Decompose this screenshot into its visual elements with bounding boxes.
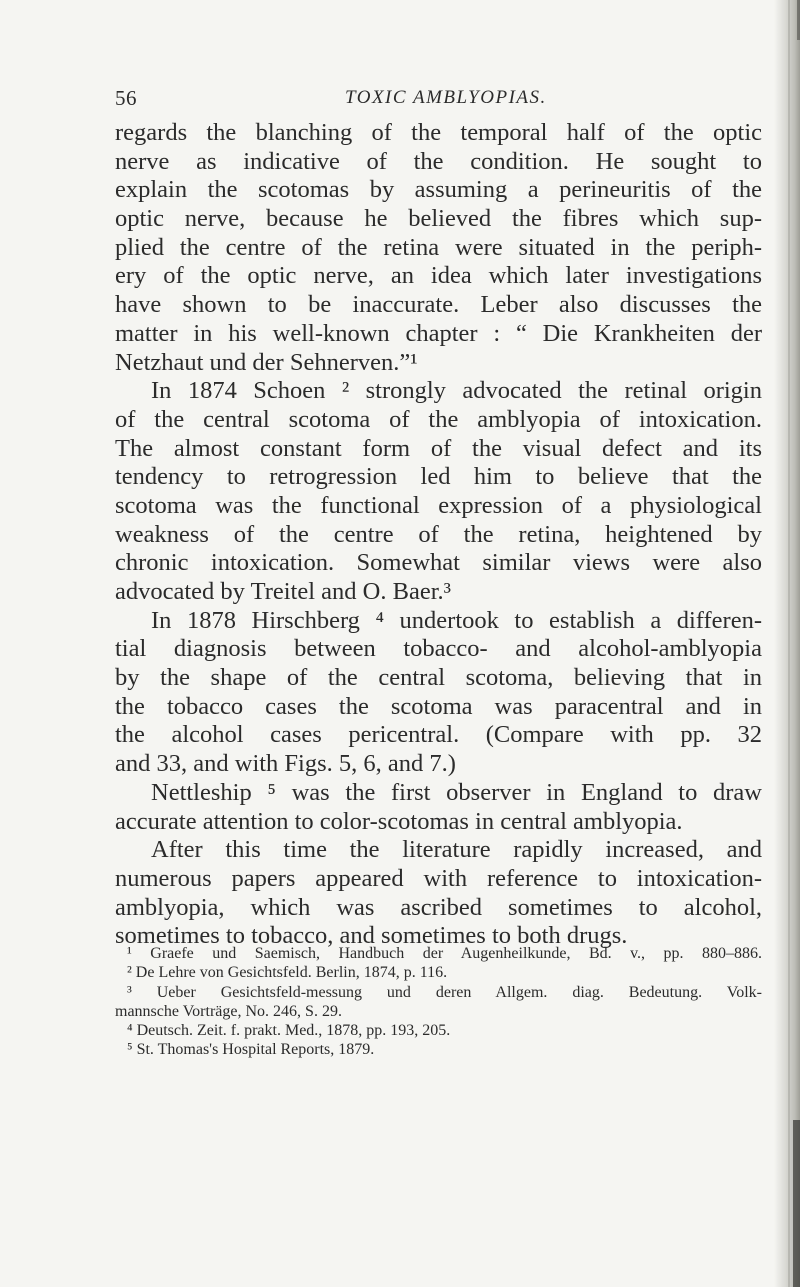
body-line-paragraph-start: In 1878 Hirschberg ⁴ undertook to establish a differen-: [151, 606, 762, 634]
body-line-paragraph-end: Netzhaut und der Sehnerven.”¹: [115, 348, 418, 376]
body-line-paragraph-end: advocated by Treitel and O. Baer.³: [115, 578, 451, 605]
body-line: amblyopia, which was ascribed sometimes to alcohol,: [115, 893, 762, 921]
body-text: [115, 119, 762, 951]
body-line-paragraph-end: accurate attention to color-scotomas in central amblyopia.: [115, 807, 683, 835]
body-line: ery of the optic nerve, an idea which later investigations: [115, 262, 762, 290]
body-line-paragraph-end: and 33, and with Figs. 5, 6, and 7.): [115, 750, 456, 778]
footnote-2: ² De Lehre von Gesichtsfeld. Berlin, 1874, p. 116.: [127, 964, 448, 982]
body-line: have shown to be inaccurate. Leber also discusses the: [115, 291, 762, 319]
footnote-1: ¹ Graefe und Saemisch, Handbuch der Augenheilkunde, Bd. v., pp. 880–886.: [127, 945, 762, 962]
footnote-5: ⁵ St. Thomas's Hospital Reports, 1879.: [127, 1041, 375, 1059]
body-line: weakness of the centre of the retina, heightened by: [115, 520, 762, 548]
body-line-paragraph-start: Nettleship ⁵ was the first observer in England to draw: [151, 778, 762, 806]
body-line: The almost constant form of the visual defect and its: [115, 434, 762, 462]
page-number: 56: [115, 86, 137, 110]
body-line: matter in his well-known chapter : “ Die Krankheiten der: [115, 319, 762, 347]
footnote-4: ⁴ Deutsch. Zeit. f. prakt. Med., 1878, pp. 193, 205.: [127, 1022, 451, 1040]
body-line: of the central scotoma of the amblyopia of intoxication.: [115, 405, 762, 433]
body-line: scotoma was the functional expression of a physiological: [115, 491, 762, 519]
body-line-paragraph-start: In 1874 Schoen ² strongly advocated the retinal origin: [151, 377, 762, 405]
body-line: plied the centre of the retina were situated in the periph-: [115, 233, 762, 261]
body-line: optic nerve, because he believed the fibres which sup-: [115, 205, 762, 233]
body-line: numerous papers appeared with reference to intoxication-: [115, 864, 762, 892]
binding-shadow-bottom: [793, 1120, 800, 1287]
body-line: regards the blanching of the temporal half of the optic: [115, 119, 762, 146]
body-line: explain the scotomas by assuming a perineuritis of the: [115, 176, 762, 204]
page-header: [115, 86, 755, 116]
footnote-3: ³ Ueber Gesichtsfeld-messung und deren Allgem. diag. Bedeutung. Volk-: [127, 983, 762, 1001]
body-line: the alcohol cases pericentral. (Compare with pp. 32: [115, 721, 762, 749]
body-line-paragraph-start: After this time the literature rapidly increased, and: [151, 836, 762, 864]
body-line: chronic intoxication. Somewhat similar views were also: [115, 549, 762, 577]
body-line: tial diagnosis between tobacco- and alcohol-amblyopia: [115, 635, 762, 663]
running-head: TOXIC AMBLYOPIAS.: [345, 87, 547, 108]
footnote-3-continued: mannsche Vorträge, No. 246, S. 29.: [115, 1002, 342, 1020]
body-line: nerve as indicative of the condition. He sought to: [115, 147, 762, 175]
body-line: the tobacco cases the scotoma was paracentral and in: [115, 692, 762, 720]
body-line-paragraph-end: sometimes to tobacco, and sometimes to both drugs.: [115, 922, 628, 950]
footnotes: [115, 944, 762, 1060]
page-edge-line: [788, 0, 790, 1287]
body-line: by the shape of the central scotoma, believing that in: [115, 664, 762, 692]
page-edge-shadow: [774, 0, 800, 1287]
body-line: tendency to retrogression led him to believe that the: [115, 463, 762, 491]
